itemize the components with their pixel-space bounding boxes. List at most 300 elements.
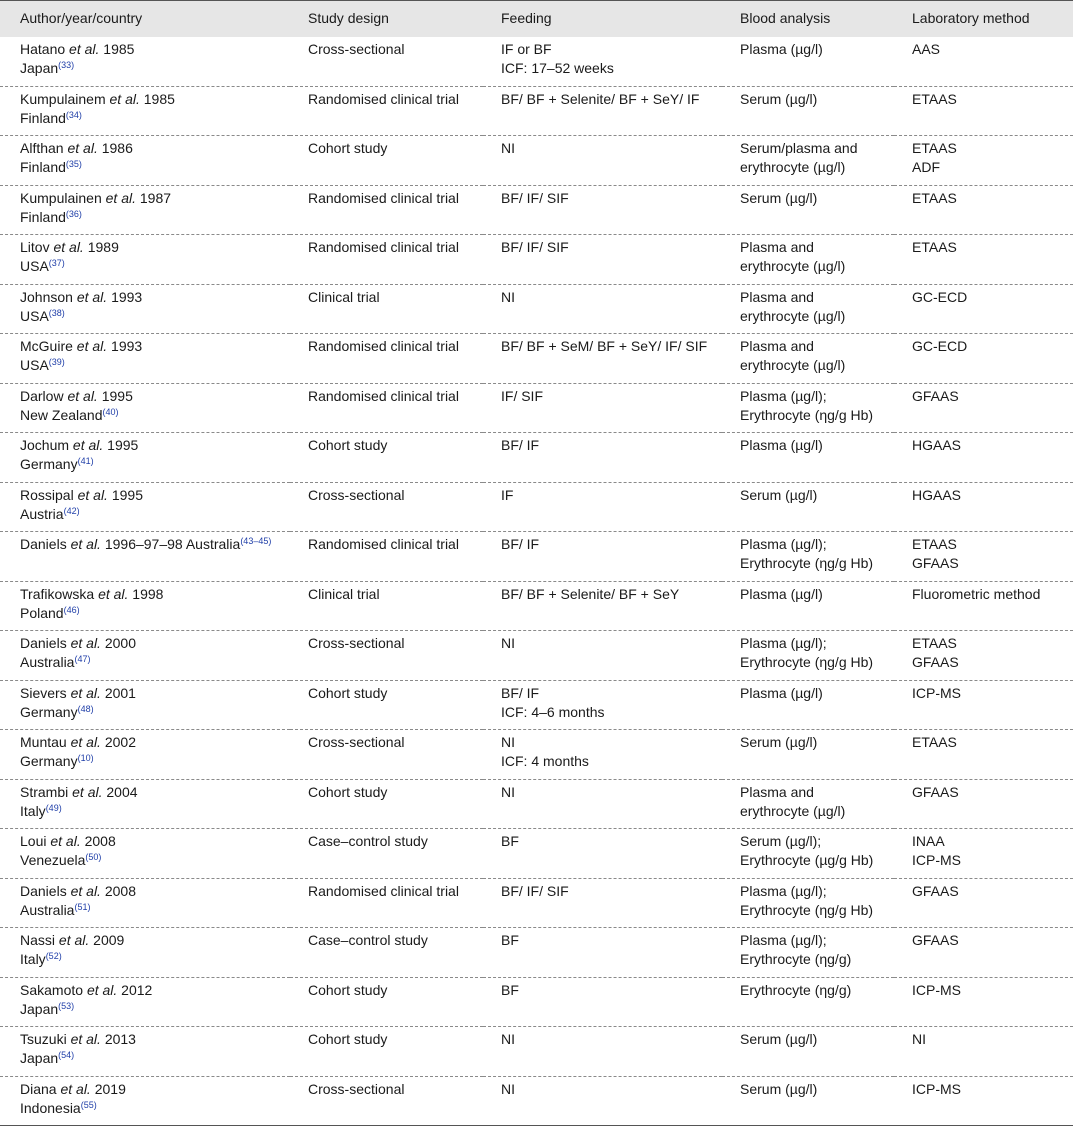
cell-author: [0, 631, 290, 681]
table-row: [0, 482, 1073, 532]
table-row: [0, 779, 1073, 829]
cell-study-design: [290, 1076, 483, 1126]
cell-feeding: [483, 383, 722, 433]
country-line: New Zealand$^{(40)}$: [20, 406, 119, 423]
author-line: Rossipal et al. 1995: [20, 486, 143, 503]
laboratory-method-line: ADF: [912, 159, 940, 175]
cell-study-design: [290, 680, 483, 730]
cell-feeding: [483, 185, 722, 235]
country-line: Germany$^{(41)}$: [20, 456, 94, 472]
blood-analysis-line: erythrocyte (µg/l): [740, 307, 846, 324]
cell-feeding: [483, 829, 722, 879]
reference-number: (55): [80, 1099, 97, 1110]
author-line: Kumpulainem et al. 1985: [20, 90, 175, 107]
laboratory-method-line: GC-ECD: [912, 288, 968, 305]
laboratory-method-line: GFAAS: [912, 932, 959, 948]
blood-analysis-line: Plasma and: [740, 783, 814, 800]
study-design-text: Randomised clinical trial: [308, 189, 459, 206]
blood-analysis-line: Serum (µg/l): [740, 1080, 818, 1097]
blood-analysis-line: Erythrocyte (ηg/g): [740, 951, 852, 967]
reference-number: (52): [45, 951, 62, 961]
study-design-text: Cohort study: [308, 981, 388, 998]
laboratory-method-line: HGAAS: [912, 437, 962, 453]
cell-blood-analysis: [722, 1076, 894, 1126]
author-line: Sievers et al. 2001: [20, 684, 136, 701]
laboratory-method-line: ICP-MS: [912, 852, 961, 868]
cell-feeding: [483, 433, 722, 483]
feeding-line: BF/ IF: [501, 437, 540, 453]
cell-study-design: [290, 334, 483, 384]
laboratory-method-line: HGAAS: [912, 486, 962, 503]
laboratory-method-line: ETAAS: [912, 734, 957, 750]
study-design-text: Cohort study: [308, 140, 388, 156]
reference-number: (36): [65, 208, 82, 219]
blood-analysis-line: Erythrocyte (ηg/g): [740, 981, 852, 998]
cell-study-design: [290, 86, 483, 136]
cell-blood-analysis: [722, 37, 894, 87]
author-line: Alfthan et al. 1986: [20, 140, 133, 156]
table-row: [0, 1076, 1073, 1126]
cell-blood-analysis: [722, 631, 894, 681]
table-row: [0, 680, 1073, 730]
reference-number: (46): [63, 604, 80, 615]
cell-blood-analysis: [722, 829, 894, 879]
table-body: [0, 37, 1073, 1126]
table-header: [0, 1, 1073, 37]
et-al: et al.: [67, 140, 98, 156]
cell-laboratory-method: [894, 730, 1073, 780]
cell-laboratory-method: [894, 482, 1073, 532]
et-al: et al.: [70, 684, 101, 701]
cell-author: [0, 37, 290, 87]
et-al: et al.: [72, 783, 103, 800]
author-line: Loui et al. 2008: [20, 833, 116, 849]
cell-author: [0, 532, 290, 582]
et-al: et al.: [70, 882, 101, 899]
cell-feeding: [483, 284, 722, 334]
blood-analysis-line: Serum (µg/l): [740, 1031, 818, 1047]
study-design-text: Clinical trial: [308, 288, 380, 305]
country-line: USA$^{(38)}$: [20, 307, 65, 324]
cell-study-design: [290, 482, 483, 532]
laboratory-method-line: ICP-MS: [912, 1080, 961, 1097]
cell-blood-analysis: [722, 581, 894, 631]
feeding-line: NI: [501, 734, 515, 750]
cell-blood-analysis: [722, 730, 894, 780]
cell-study-design: [290, 779, 483, 829]
cell-blood-analysis: [722, 136, 894, 186]
et-al: et al.: [105, 189, 136, 206]
et-al: et al.: [98, 585, 129, 602]
cell-feeding: [483, 1076, 722, 1126]
cell-author: [0, 977, 290, 1027]
cell-study-design: [290, 1027, 483, 1077]
cell-laboratory-method: [894, 631, 1073, 681]
feeding-line: NI: [501, 288, 515, 305]
cell-feeding: [483, 977, 722, 1027]
blood-analysis-line: Plasma (µg/l);: [740, 387, 827, 404]
laboratory-method-line: GFAAS: [912, 654, 959, 670]
author-line: Litov et al. 1989: [20, 239, 119, 255]
reference-number: (34): [65, 109, 82, 120]
feeding-line: ICF: 4–6 months: [501, 703, 605, 720]
feeding-line: IF: [501, 486, 514, 503]
cell-author: [0, 878, 290, 928]
country-line: Germany$^{(48)}$: [20, 703, 94, 720]
blood-analysis-line: Plasma (µg/l): [740, 437, 823, 453]
cell-blood-analysis: [722, 1027, 894, 1077]
cell-blood-analysis: [722, 185, 894, 235]
et-al: et al.: [86, 981, 118, 998]
cell-blood-analysis: [722, 284, 894, 334]
table-row: [0, 235, 1073, 285]
feeding-line: ICF: 4 months: [501, 753, 589, 769]
laboratory-method-line: GFAAS: [912, 555, 959, 571]
laboratory-method-line: ETAAS: [912, 536, 957, 552]
country-line: Australia$^{(47)}$: [20, 654, 91, 670]
cell-author: [0, 86, 290, 136]
cell-author: [0, 284, 290, 334]
cell-feeding: [483, 86, 722, 136]
feeding-line: NI: [501, 635, 515, 651]
feeding-line: BF/ IF: [501, 536, 540, 552]
cell-feeding: [483, 779, 722, 829]
cell-study-design: [290, 433, 483, 483]
country-line: Japan$^{(33)}$: [20, 59, 75, 76]
laboratory-method-line: GFAAS: [912, 387, 959, 404]
blood-analysis-line: Erythrocyte (ηg/g Hb): [740, 406, 874, 423]
et-al: et al.: [70, 536, 101, 552]
et-al: et al.: [77, 486, 108, 503]
cell-laboratory-method: [894, 37, 1073, 87]
author-line: Trafikowska et al. 1998: [20, 585, 164, 602]
et-al: et al.: [53, 239, 84, 255]
laboratory-method-line: Fluorometric method: [912, 585, 1041, 602]
feeding-line: NI: [501, 1031, 515, 1047]
cell-feeding: [483, 1027, 722, 1077]
study-design-text: Cohort study: [308, 437, 388, 453]
cell-study-design: [290, 581, 483, 631]
cell-study-design: [290, 136, 483, 186]
study-design-text: Randomised clinical trial: [308, 90, 459, 107]
study-design-text: Cohort study: [308, 783, 388, 800]
laboratory-method-line: ETAAS: [912, 635, 957, 651]
cell-laboratory-method: [894, 1027, 1073, 1077]
blood-analysis-line: Serum (µg/l): [740, 486, 818, 503]
country-line: Venezuela$^{(50)}$: [20, 852, 102, 868]
cell-blood-analysis: [722, 433, 894, 483]
blood-analysis-line: Serum (µg/l): [740, 734, 818, 750]
cell-blood-analysis: [722, 383, 894, 433]
cell-blood-analysis: [722, 928, 894, 978]
cell-feeding: [483, 532, 722, 582]
reference-number: (33): [58, 59, 75, 70]
cell-feeding: [483, 878, 722, 928]
cell-feeding: [483, 37, 722, 87]
laboratory-method-line: AAS: [912, 40, 941, 57]
cell-laboratory-method: [894, 581, 1073, 631]
et-al: et al.: [76, 338, 108, 354]
cell-laboratory-method: [894, 779, 1073, 829]
cell-feeding: [483, 581, 722, 631]
blood-analysis-line: erythrocyte (µg/l): [740, 159, 846, 175]
author-line: Daniels et al. 2000: [20, 635, 136, 651]
country-line: Italy$^{(52)}$: [20, 951, 62, 967]
et-al: et al.: [72, 437, 104, 453]
author-line: Kumpulainen et al. 1987: [20, 189, 172, 206]
feeding-line: BF/ IF: [501, 684, 540, 701]
header-row: [0, 1, 1073, 37]
cell-blood-analysis: [722, 977, 894, 1027]
feeding-line: IF/ SIF: [501, 387, 543, 404]
cell-feeding: [483, 235, 722, 285]
cell-author: [0, 136, 290, 186]
table-row: [0, 581, 1073, 631]
table-row: [0, 383, 1073, 433]
cell-study-design: [290, 383, 483, 433]
cell-author: [0, 928, 290, 978]
cell-laboratory-method: [894, 532, 1073, 582]
study-design-text: Cross-sectional: [308, 734, 405, 750]
table-row: [0, 730, 1073, 780]
feeding-line: BF/ IF/ SIF: [501, 882, 569, 899]
blood-analysis-line: Plasma (µg/l);: [740, 932, 827, 948]
cell-laboratory-method: [894, 878, 1073, 928]
feeding-line: BF/ BF + Selenite/ BF + SeY: [501, 585, 680, 602]
author-line: Muntau et al. 2002: [20, 734, 136, 750]
feeding-line: BF/ IF/ SIF: [501, 189, 569, 206]
blood-analysis-line: Plasma (µg/l);: [740, 882, 827, 899]
author-line: McGuire et al. 1993: [20, 338, 143, 354]
reference-number: (39): [48, 357, 65, 367]
cell-feeding: [483, 928, 722, 978]
table-row: [0, 86, 1073, 136]
study-design-text: Cohort study: [308, 1031, 388, 1047]
cell-laboratory-method: [894, 136, 1073, 186]
et-al: et al.: [69, 40, 100, 57]
cell-blood-analysis: [722, 482, 894, 532]
reference-number: (50): [85, 852, 102, 862]
study-design-text: Randomised clinical trial: [308, 882, 459, 899]
cell-study-design: [290, 631, 483, 681]
author-line: Hatano et al. 1985: [20, 40, 135, 57]
cell-laboratory-method: [894, 977, 1073, 1027]
author-line: Daniels et al. 1996–97–98 Australia$^{(43-45)}$: [20, 536, 272, 552]
cell-blood-analysis: [722, 334, 894, 384]
et-al: et al.: [70, 635, 101, 651]
table-row: [0, 532, 1073, 582]
blood-analysis-line: Serum (µg/l): [740, 189, 818, 206]
laboratory-method-line: ETAAS: [912, 239, 957, 255]
cell-author: [0, 383, 290, 433]
blood-analysis-line: Plasma (µg/l): [740, 585, 823, 602]
cell-feeding: [483, 136, 722, 186]
cell-feeding: [483, 680, 722, 730]
table-row: [0, 284, 1073, 334]
reference-number: (40): [102, 406, 119, 417]
laboratory-method-line: GC-ECD: [912, 338, 968, 354]
blood-analysis-line: Erythrocyte (ηg/g Hb): [740, 555, 874, 571]
blood-analysis-line: Serum/plasma and: [740, 140, 858, 156]
country-line: Finland$^{(35)}$: [20, 159, 82, 175]
author-line: Tsuzuki et al. 2013: [20, 1031, 136, 1047]
laboratory-method-line: NI: [912, 1031, 926, 1047]
table-row: [0, 185, 1073, 235]
blood-analysis-line: Plasma (µg/l): [740, 684, 823, 701]
reference-number: (38): [48, 307, 65, 318]
cell-study-design: [290, 185, 483, 235]
laboratory-method-line: GFAAS: [912, 882, 959, 899]
cell-study-design: [290, 928, 483, 978]
table-row: [0, 829, 1073, 879]
blood-analysis-line: erythrocyte (µg/l): [740, 802, 846, 819]
blood-analysis-line: Erythrocyte (µg/g Hb): [740, 852, 874, 868]
reference-number: (49): [45, 802, 62, 813]
cell-laboratory-method: [894, 284, 1073, 334]
country-line: Austria$^{(42)}$: [20, 505, 80, 522]
cell-blood-analysis: [722, 86, 894, 136]
header-author: Author/year/country: [0, 1, 290, 37]
laboratory-method-line: ICP-MS: [912, 981, 961, 998]
table-row: [0, 977, 1073, 1027]
cell-laboratory-method: [894, 928, 1073, 978]
cell-study-design: [290, 235, 483, 285]
cell-study-design: [290, 37, 483, 87]
feeding-line: BF/ IF/ SIF: [501, 239, 569, 255]
cell-blood-analysis: [722, 532, 894, 582]
cell-laboratory-method: [894, 185, 1073, 235]
cell-author: [0, 680, 290, 730]
cell-laboratory-method: [894, 235, 1073, 285]
blood-analysis-line: erythrocyte (µg/l): [740, 357, 846, 373]
study-design-text: Randomised clinical trial: [308, 536, 459, 552]
author-line: Daniels et al. 2008: [20, 882, 136, 899]
study-design-text: Cross-sectional: [308, 1080, 405, 1097]
country-line: Italy$^{(49)}$: [20, 802, 62, 819]
cell-author: [0, 730, 290, 780]
laboratory-method-line: GFAAS: [912, 783, 959, 800]
cell-author: [0, 581, 290, 631]
feeding-line: BF: [501, 833, 519, 849]
reference-number: (10): [77, 753, 94, 763]
study-design-text: Cohort study: [308, 684, 388, 701]
cell-feeding: [483, 730, 722, 780]
cell-laboratory-method: [894, 829, 1073, 879]
cell-blood-analysis: [722, 235, 894, 285]
blood-analysis-line: Erythrocyte (ηg/g Hb): [740, 901, 874, 918]
feeding-line: NI: [501, 140, 515, 156]
country-line: Finland$^{(36)}$: [20, 208, 82, 225]
cell-study-design: [290, 730, 483, 780]
study-design-text: Cross-sectional: [308, 40, 405, 57]
country-line: Finland$^{(34)}$: [20, 109, 82, 126]
study-design-text: Cross-sectional: [308, 635, 405, 651]
country-line: Japan$^{(53)}$: [20, 1000, 75, 1017]
cell-author: [0, 235, 290, 285]
cell-laboratory-method: [894, 433, 1073, 483]
cell-blood-analysis: [722, 779, 894, 829]
country-line: USA$^{(39)}$: [20, 357, 65, 373]
cell-author: [0, 829, 290, 879]
blood-analysis-line: Plasma (µg/l);: [740, 536, 827, 552]
cell-study-design: [290, 284, 483, 334]
blood-analysis-line: Plasma (µg/l): [740, 40, 823, 57]
et-al: et al.: [67, 387, 98, 404]
cell-author: [0, 433, 290, 483]
blood-analysis-line: Plasma and: [740, 338, 814, 354]
cell-author: [0, 1076, 290, 1126]
cell-study-design: [290, 829, 483, 879]
cell-study-design: [290, 878, 483, 928]
et-al: et al.: [50, 833, 81, 849]
country-line: USA$^{(37)}$: [20, 258, 65, 274]
study-design-text: Clinical trial: [308, 585, 380, 602]
study-design-text: Randomised clinical trial: [308, 338, 459, 354]
reference-number: (43–45): [240, 536, 272, 546]
cell-laboratory-method: [894, 383, 1073, 433]
reference-number: (48): [77, 703, 94, 714]
author-line: Darlow et al. 1995: [20, 387, 133, 404]
cell-author: [0, 779, 290, 829]
table-row: [0, 878, 1073, 928]
blood-analysis-line: Serum (µg/l): [740, 90, 818, 107]
feeding-line: NI: [501, 783, 515, 800]
header-laboratory-method: Laboratory method: [894, 1, 1073, 37]
table-row: [0, 136, 1073, 186]
cell-laboratory-method: [894, 334, 1073, 384]
table-row: [0, 1027, 1073, 1077]
feeding-line: BF/ BF + Selenite/ BF + SeY/ IF: [501, 90, 700, 107]
cell-feeding: [483, 631, 722, 681]
author-line: Strambi et al. 2004: [20, 783, 138, 800]
study-design-text: Randomised clinical trial: [308, 387, 459, 404]
cell-feeding: [483, 482, 722, 532]
table-row: [0, 928, 1073, 978]
cell-blood-analysis: [722, 878, 894, 928]
reference-number: (53): [58, 1000, 75, 1011]
cell-author: [0, 185, 290, 235]
reference-number: (54): [58, 1050, 75, 1060]
reference-number: (37): [48, 258, 65, 268]
feeding-line: BF/ BF + SeM/ BF + SeY/ IF/ SIF: [501, 338, 708, 354]
country-line: Japan$^{(54)}$: [20, 1050, 75, 1066]
reference-number: (35): [65, 159, 82, 169]
author-line: Johnson et al. 1993: [20, 288, 143, 305]
reference-number: (47): [74, 654, 91, 664]
author-line: Diana et al. 2019: [20, 1080, 126, 1097]
reference-number: (51): [74, 901, 91, 912]
blood-analysis-line: erythrocyte (µg/l): [740, 258, 846, 274]
cell-laboratory-method: [894, 1076, 1073, 1126]
country-line: Poland$^{(46)}$: [20, 604, 80, 621]
laboratory-method-line: ETAAS: [912, 140, 957, 156]
blood-analysis-line: Serum (µg/l);: [740, 833, 822, 849]
et-al: et al.: [70, 1031, 101, 1047]
cell-laboratory-method: [894, 680, 1073, 730]
header-feeding: Feeding: [483, 1, 722, 37]
cell-laboratory-method: [894, 86, 1073, 136]
table-row: [0, 433, 1073, 483]
et-al: et al.: [76, 288, 108, 305]
country-line: Indonesia$^{(55)}$: [20, 1099, 97, 1116]
reference-number: (42): [63, 505, 80, 516]
feeding-line: IF or BF: [501, 40, 552, 57]
feeding-line: NI: [501, 1080, 515, 1097]
et-al: et al.: [60, 1080, 91, 1097]
reference-number: (41): [77, 456, 94, 466]
feeding-line: BF: [501, 981, 519, 998]
author-line: Sakamoto et al. 2012: [20, 981, 153, 998]
